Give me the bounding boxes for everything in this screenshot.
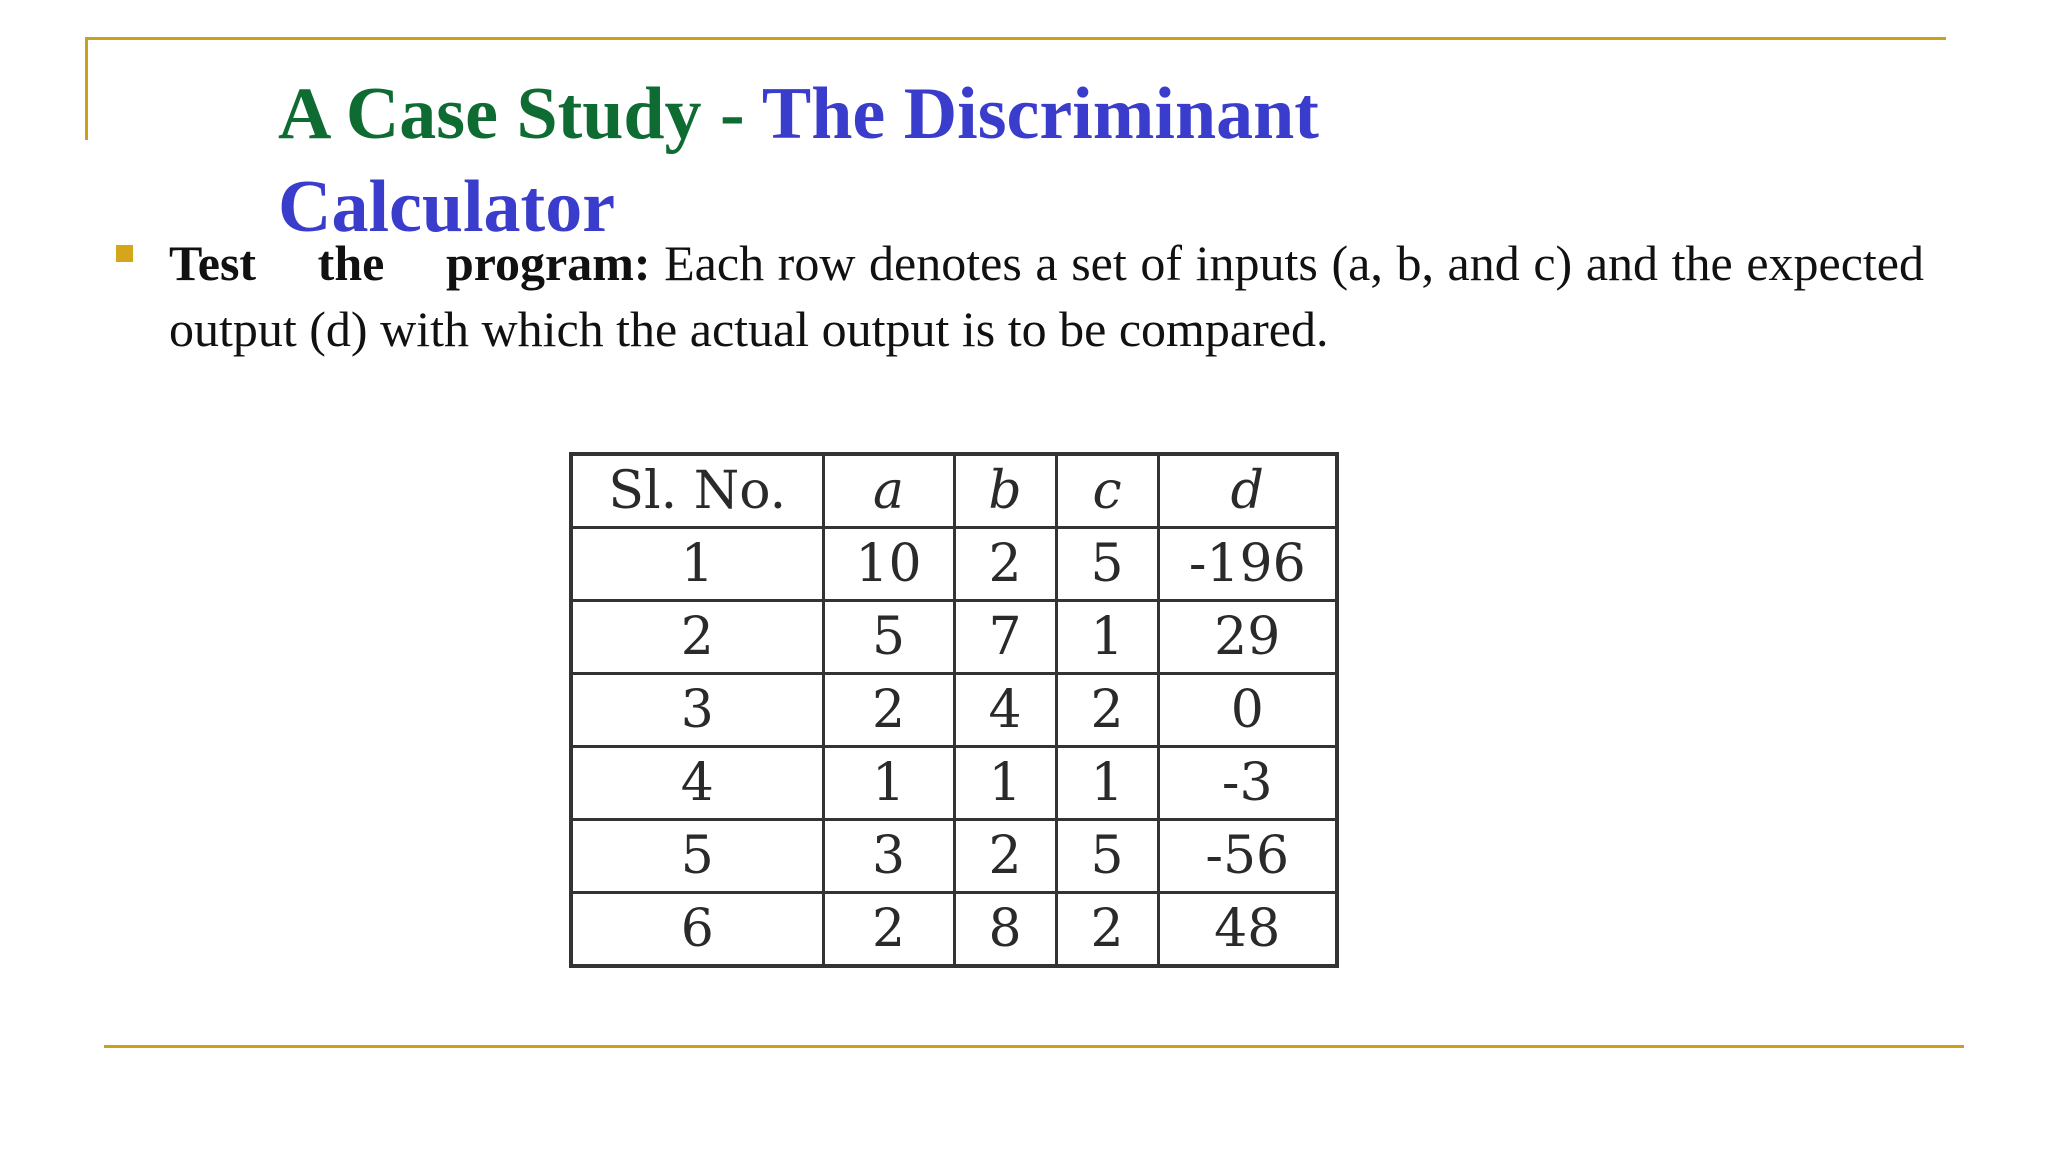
cell-a: 2	[823, 674, 954, 747]
bullet-lead: Test the program:	[169, 235, 651, 291]
table-row	[571, 528, 1337, 601]
cell-d: 0	[1158, 674, 1337, 747]
header-c: c	[1056, 454, 1158, 528]
cell-d: 29	[1158, 601, 1337, 674]
cell-a: 5	[823, 601, 954, 674]
bottom-rule	[104, 1045, 1964, 1048]
cell-c: 2	[1056, 893, 1158, 967]
cell-sl-no: 4	[571, 747, 823, 820]
cell-a: 2	[823, 893, 954, 967]
cell-c: 5	[1056, 528, 1158, 601]
cell-c: 1	[1056, 747, 1158, 820]
cell-sl-no: 5	[571, 820, 823, 893]
cell-sl-no: 2	[571, 601, 823, 674]
table-row	[571, 747, 1337, 820]
table-row	[571, 674, 1337, 747]
cell-d: -3	[1158, 747, 1337, 820]
cell-c: 5	[1056, 820, 1158, 893]
left-rule	[85, 37, 88, 140]
header-a: a	[823, 454, 954, 528]
cell-c: 2	[1056, 674, 1158, 747]
cell-sl-no: 3	[571, 674, 823, 747]
table-header-row	[571, 454, 1337, 528]
slide-title	[278, 68, 1478, 254]
cell-b: 7	[954, 601, 1056, 674]
header-b: b	[954, 454, 1056, 528]
cell-b: 8	[954, 893, 1056, 967]
bullet-paragraph	[169, 230, 1924, 362]
cell-sl-no: 6	[571, 893, 823, 967]
cell-b: 4	[954, 674, 1056, 747]
cell-b: 2	[954, 820, 1056, 893]
cell-b: 2	[954, 528, 1056, 601]
table-row	[571, 601, 1337, 674]
cell-d: -196	[1158, 528, 1337, 601]
square-bullet-icon	[116, 245, 133, 262]
title-part-blue: The Discriminant Calculator	[278, 73, 1319, 248]
cell-a: 1	[823, 747, 954, 820]
bullet-body: Each row denotes a set of inputs (a, b, and c) and the expected output (d) with which the actual output is to be compared.	[169, 235, 1924, 357]
cell-d: 48	[1158, 893, 1337, 967]
header-d: d	[1158, 454, 1337, 528]
cell-c: 1	[1056, 601, 1158, 674]
title-part-green: A Case Study -	[278, 73, 762, 155]
cell-b: 1	[954, 747, 1056, 820]
cell-a: 10	[823, 528, 954, 601]
table-row	[571, 893, 1337, 967]
header-sl-no: Sl. No.	[571, 454, 823, 528]
cell-sl-no: 1	[571, 528, 823, 601]
cell-a: 3	[823, 820, 954, 893]
cell-d: -56	[1158, 820, 1337, 893]
test-cases-table	[569, 452, 1339, 968]
table-row	[571, 820, 1337, 893]
top-rule	[86, 37, 1946, 40]
